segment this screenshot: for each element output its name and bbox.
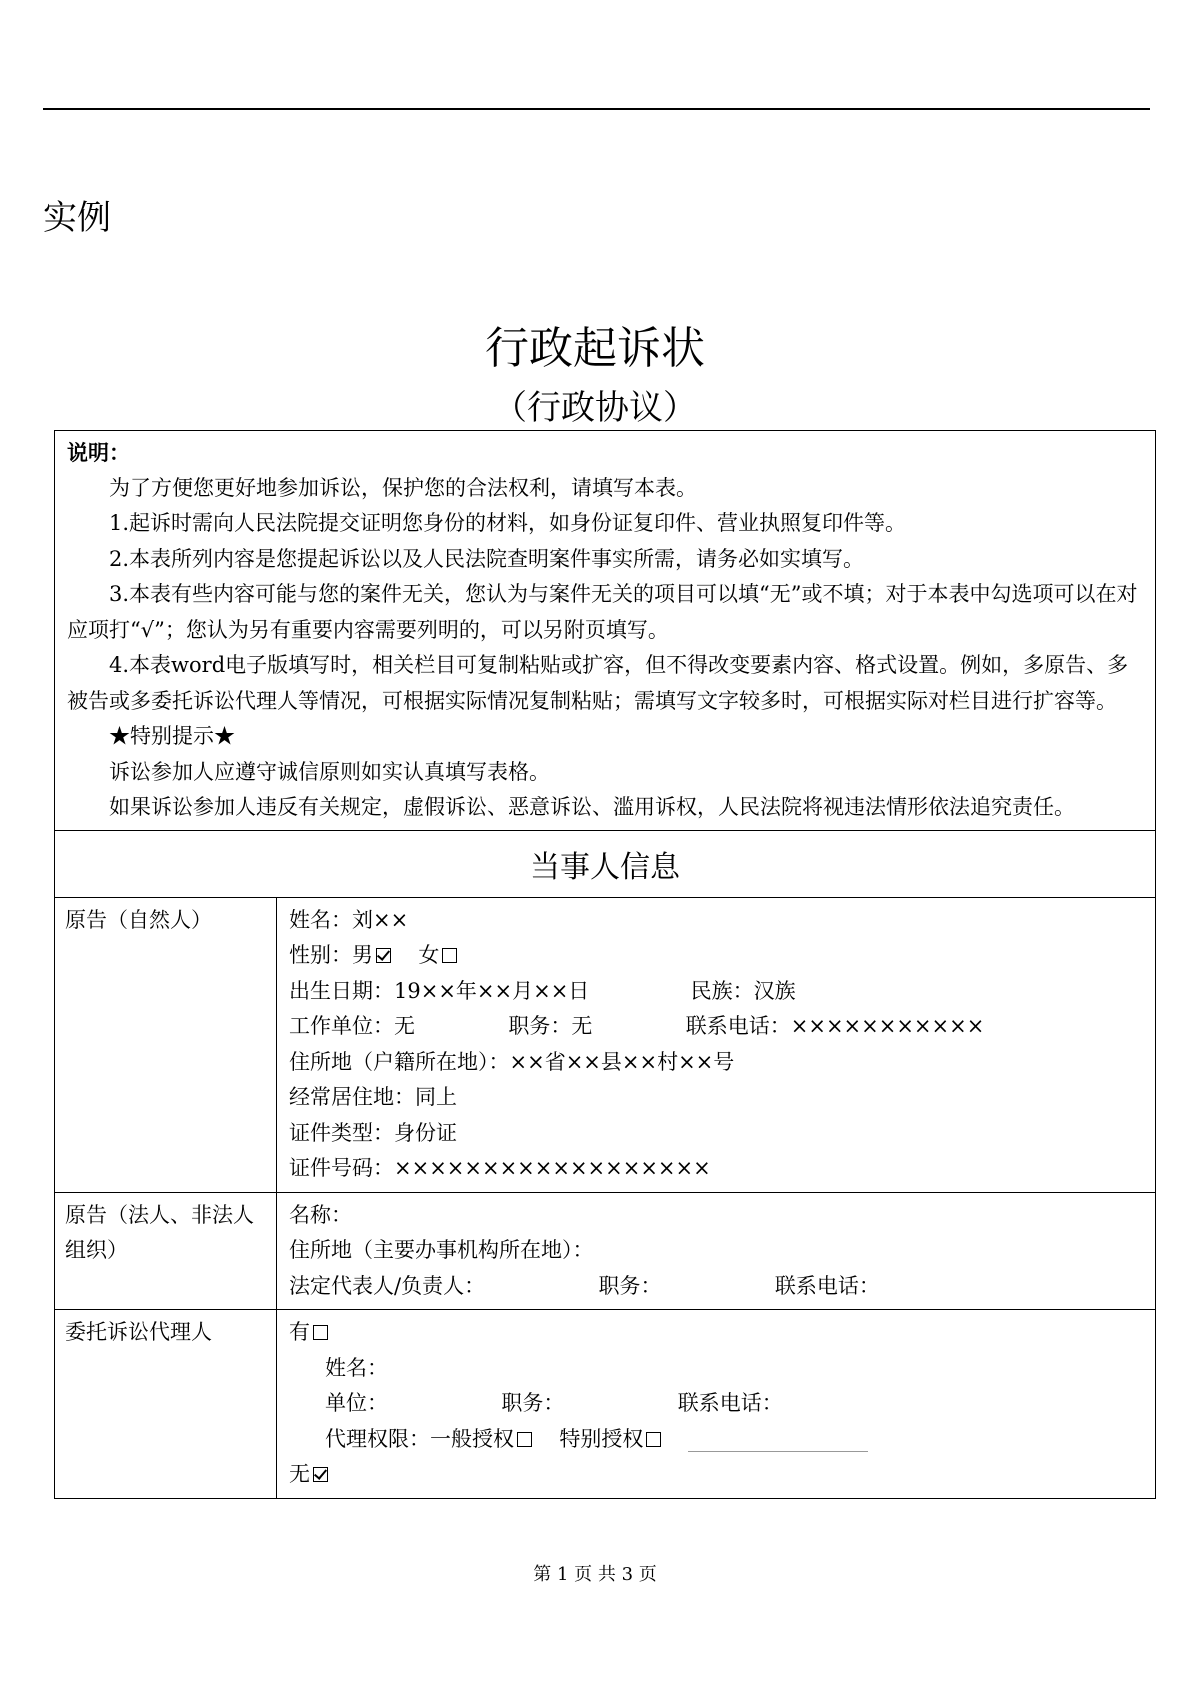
agent-has-line [289,1315,1143,1351]
agent-has-label: 有 [289,1320,310,1344]
notes-paragraph: 为了方便您更好地参加诉讼，保护您的合法权利，请填写本表。 [109,475,697,500]
position-field[interactable]: 职务：无 [508,1014,593,1038]
notes-paragraph: 2.本表所列内容是您提起诉讼以及人民法院查明案件事实所需，请务必如实填写。 [109,546,865,571]
org-name-field[interactable]: 名称： [289,1202,352,1227]
notes-paragraph: 4.本表word电子版填写时，相关栏目可复制粘贴或扩容，但不得改变要素内容、格式设置。例如，多原告、多被告或多委托诉讼代理人等情况，可根据实际情况复制粘贴；需填写文字较多时，可根据实际对栏目进行扩容等。 [67,653,1129,713]
general-authority-checkbox[interactable] [517,1432,532,1447]
agent-unit-line [289,1386,1143,1422]
plaintiff-org-label: 原告（法人、非法人组织） [55,1192,277,1310]
agent-authority-line [289,1422,1143,1458]
ethnicity-field[interactable]: 民族：汉族 [690,978,796,1003]
agent-unit-field[interactable]: 单位： [325,1391,388,1415]
gender-field [289,938,1143,974]
female-option-label: 女 [418,943,440,967]
plaintiff-org-fields [277,1192,1156,1310]
authority-blank-line[interactable] [688,1427,868,1452]
agent-has-checkbox[interactable] [313,1325,328,1340]
notes-paragraph: 1.起诉时需向人民法院提交证明您身份的材料，如身份证复印件、营业执照复印件等。 [109,511,907,535]
notes-heading: 说明： [67,440,130,465]
agent-none-checkbox[interactable] [313,1467,328,1482]
notes-row [55,431,1156,831]
plaintiff-org-row [55,1192,1156,1310]
org-address-field[interactable]: 住所地（主要办事机构所在地）： [289,1238,594,1262]
special-authority-label: 特别授权 [559,1426,644,1451]
domicile-field[interactable]: 住所地（户籍所在地）：××省××县××村××号 [289,1049,735,1074]
complaint-form-table [54,430,1156,1499]
plaintiff-person-fields [277,897,1156,1192]
section-row [55,830,1156,897]
id-type-field[interactable]: 证件类型：身份证 [289,1120,457,1145]
special-notice-heading: ★特别提示★ [109,724,235,748]
agent-none-line [289,1457,1143,1493]
id-number-field[interactable]: 证件号码：×××××××××××××××××× [289,1156,711,1180]
phone-field[interactable]: 联系电话：××××××××××× [685,1014,985,1038]
top-rule [43,108,1150,110]
org-position-field[interactable]: 职务： [598,1273,662,1298]
special-authority-checkbox[interactable] [646,1432,661,1447]
org-phone-field[interactable]: 联系电话： [774,1273,880,1298]
notes-paragraph: 如果诉讼参加人违反有关规定，虚假诉讼、恶意诉讼、滥用诉权，人民法院将视违法情形依法追究责任。 [109,795,1075,819]
agent-phone-field[interactable]: 联系电话： [677,1391,783,1415]
agent-row [55,1310,1156,1499]
agent-name-field[interactable]: 姓名： [325,1355,388,1380]
representative-field[interactable]: 法定代表人/负责人： [289,1273,486,1298]
agent-fields [277,1310,1156,1499]
notes-paragraph: 诉讼参加人应遵守诚信原则如实认真填写表格。 [109,759,550,784]
authority-label: 代理权限： [325,1426,430,1451]
page-footer: 第 1 页 共 3 页 [533,1564,657,1585]
general-authority-label: 一般授权 [430,1426,514,1451]
plaintiff-person-label: 原告（自然人） [55,897,277,1192]
birth-date-field[interactable]: 出生日期：19××年××月××日 [289,978,590,1003]
section-heading: 实例 [43,198,111,238]
male-option-label: 男 [352,943,373,967]
male-checkbox[interactable] [376,948,391,963]
party-info-section-title: 当事人信息 [55,830,1156,897]
document-title: 行政起诉状 [485,323,705,374]
employment-line [289,1009,1143,1045]
gender-label: 性别： [289,943,352,967]
notes-cell [55,431,1156,831]
employer-field[interactable]: 工作单位：无 [289,1014,415,1038]
plaintiff-person-row [55,897,1156,1192]
agent-label: 委托诉讼代理人 [55,1310,277,1499]
document-subtitle: （行政协议） [493,388,697,428]
notes-paragraph: 3.本表有些内容可能与您的案件无关，您认为与案件无关的项目可以填“无”或不填；对于本表中勾选项可以在对应项打“√”；您认为另有重要内容需要列明的，可以另附页填写。 [67,582,1138,642]
residence-field[interactable]: 经常居住地：同上 [289,1085,457,1109]
agent-position-field[interactable]: 职务： [501,1391,565,1415]
agent-none-label: 无 [289,1462,310,1486]
female-checkbox[interactable] [442,948,457,963]
birth-ethnicity-line [289,974,1143,1010]
name-field[interactable]: 姓名：刘×× [289,907,409,932]
org-representative-line [289,1269,1143,1305]
